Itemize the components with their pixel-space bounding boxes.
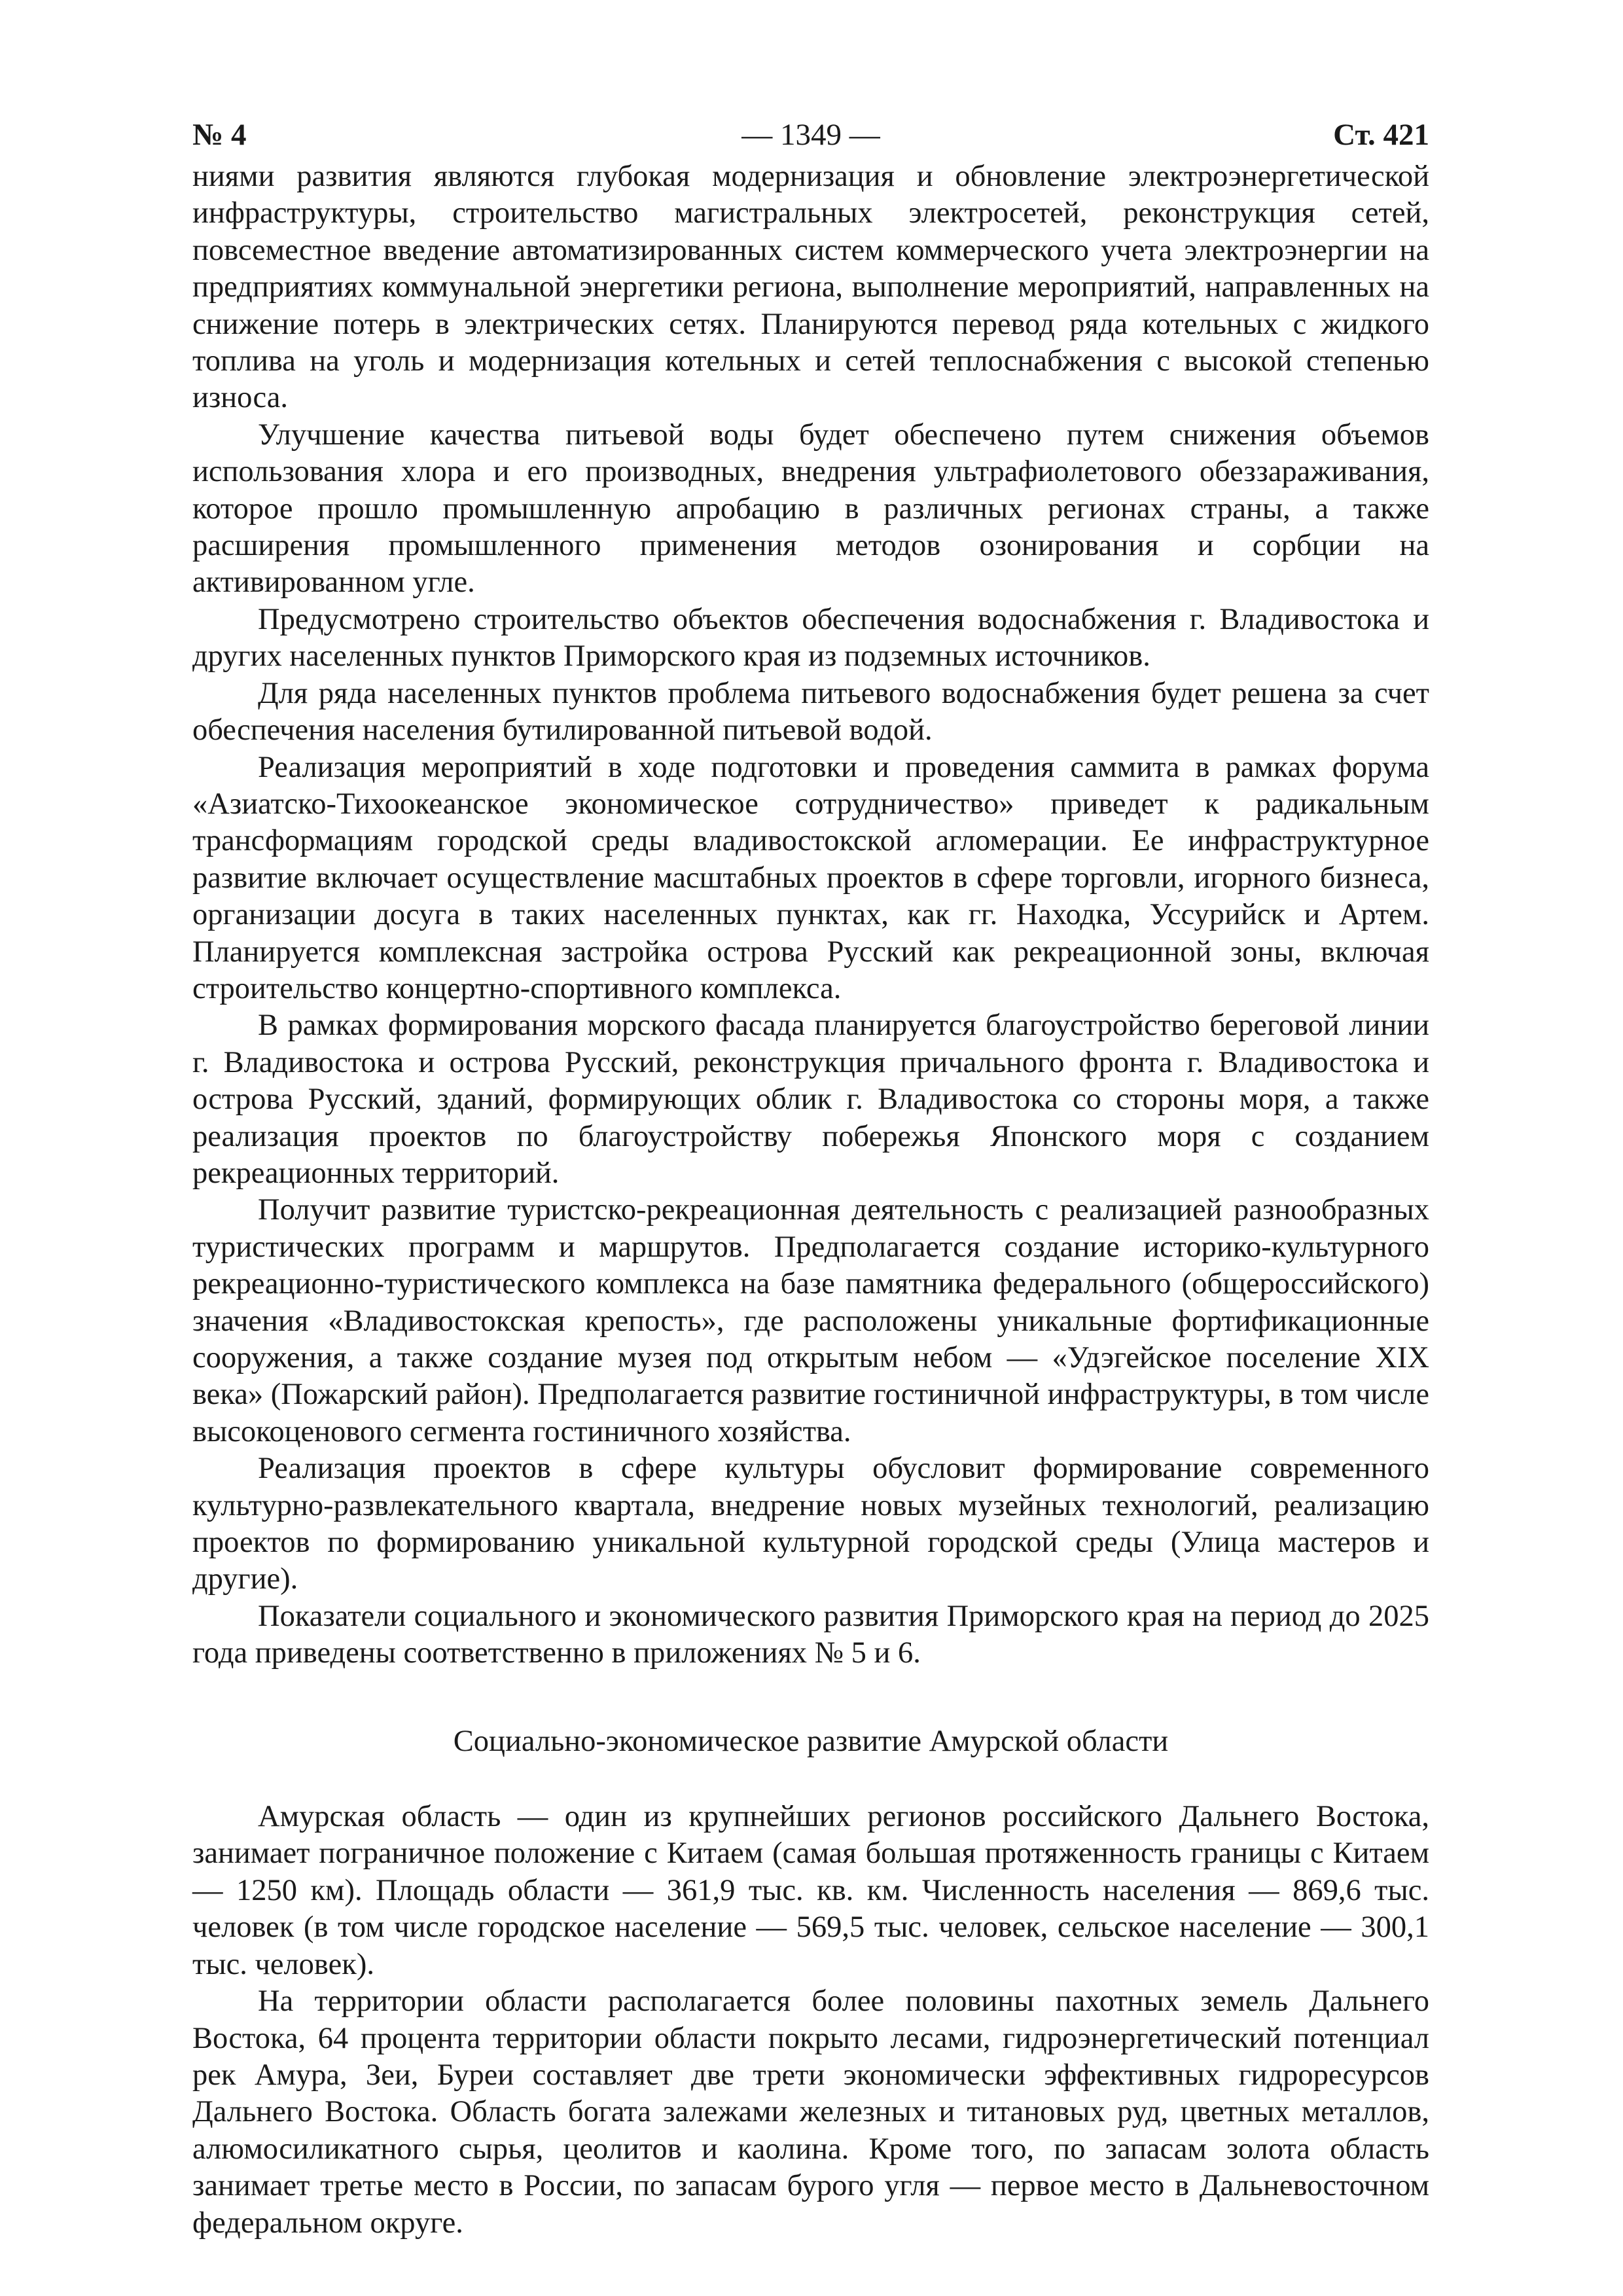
paragraph: Получит развитие туристско-рекреационная деятельность с реализацией разнообразных туристических программ и маршрутов. Предполагается создание историко-культурного рекреационно-туристического комплекса на базе памятника федерального (общероссийского) значения «Владивостокская крепость», где расположены уникальные фортификационные сооружения, а также создание музея под открытым небом — «Удэгейское поселение XIX века» (Пожарский район). Предполагается развитие гостиничной инфраструктуры, в том числе высокоценового сегмента гостиничного хозяйства. — [192, 1193, 1429, 1448]
document-page — [192, 111, 1429, 2242]
running-header — [192, 111, 1429, 158]
page-number: — 1349 — — [741, 118, 880, 152]
article-number: Ст. 421 — [1333, 118, 1429, 152]
paragraph-continued: ниями развития являются глубокая модернизация и обновление электроэнергетической инфраструктуры, строительство магистральных электросетей, реконструкция сетей, повсеместное введение автоматизированных систем коммерческого учета электроэнергии на предприятиях коммунальной энергетики региона, выполнение мероприятий, направленных на снижение потерь в электрических сетях. Планируются перевод ряда котельных с жидкого топлива на уголь и модернизация котельных и сетей теплоснабжения с высокой степенью износа. — [192, 160, 1429, 415]
body-text — [192, 158, 1429, 2242]
paragraph: Показатели социального и экономического развития Приморского края на период до 2025 года приведены соответственно в приложениях № 5 и 6. — [192, 1599, 1429, 1670]
issue-number: № 4 — [192, 118, 247, 152]
paragraph: На территории области располагается более половины пахотных земель Дальнего Востока, 64 процента территории области покрыто лесами, гидроэнергетический потенциал рек Амура, Зеи, Буреи составляет две трети экономически эффективных гидроресурсов Дальнего Востока. Область богата залежами железных и титановых руд, цветных металлов, алюмосиликатного сырья, цеолитов и каолина. Кроме того, по запасам золота область занимает третье место в России, по запасам бурого угля — первое место в Дальневосточном федеральном округе. — [192, 1984, 1429, 2240]
paragraph: Реализация проектов в сфере культуры обусловит формирование современного культурно-развлекательного квартала, внедрение новых музейных технологий, реализацию проектов по формированию уникальной культурной городской среды (Улица мастеров и другие). — [192, 1452, 1429, 1596]
paragraph: Предусмотрено строительство объектов обеспечения водоснабжения г. Владивостока и других населенных пунктов Приморского края из подземных источников. — [192, 602, 1429, 673]
paragraph: Амурская область — один из крупнейших регионов российского Дальнего Востока, занимает пограничное положение с Китаем (самая большая протяженность границы с Китаем — 1250 км). Площадь области — 361,9 тыс. кв. км. Численность населения — 869,6 тыс. человек (в том числе городское население — 569,5 тыс. человек, сельское население — 300,1 тыс. человек). — [192, 1800, 1429, 1981]
paragraph: В рамках формирования морского фасада планируется благоустройство береговой линии г. Владивостока и острова Русский, реконструкция причального фронта г. Владивостока и острова Русский, зданий, формирующих облик г. Владивостока со стороны моря, а также реализация проектов по благоустройству побережья Японского моря с созданием рекреационных территорий. — [192, 1009, 1429, 1190]
paragraph: Реализация мероприятий в ходе подготовки и проведения саммита в рамках форума «Азиатско-Тихоокеанское экономическое сотрудничество» приведет к радикальным трансформациям городской среды владивостокской агломерации. Ее инфраструктурное развитие включает осуществление масштабных проектов в сфере торговли, игорного бизнеса, организации досуга в таких населенных пунктах, как гг. Находка, Уссурийск и Артем. Планируется комплексная застройка острова Русский как рекреационной зоны, включая строительство концертно-спортивного комплекса. — [192, 750, 1429, 1005]
section-title: Социально-экономическое развитие Амурской области — [453, 1724, 1169, 1758]
paragraph: Улучшение качества питьевой воды будет обеспечено путем снижения объемов использования хлора и его производных, внедрения ультрафиолетового обеззараживания, которое прошло промышленную апробацию в различных регионах страны, а также расширения промышленного применения методов озонирования и сорбции на активированном угле. — [192, 418, 1429, 600]
paragraph: Для ряда населенных пунктов проблема питьевого водоснабжения будет решена за счет обеспечения населения бутилированной питьевой водой. — [192, 676, 1429, 747]
